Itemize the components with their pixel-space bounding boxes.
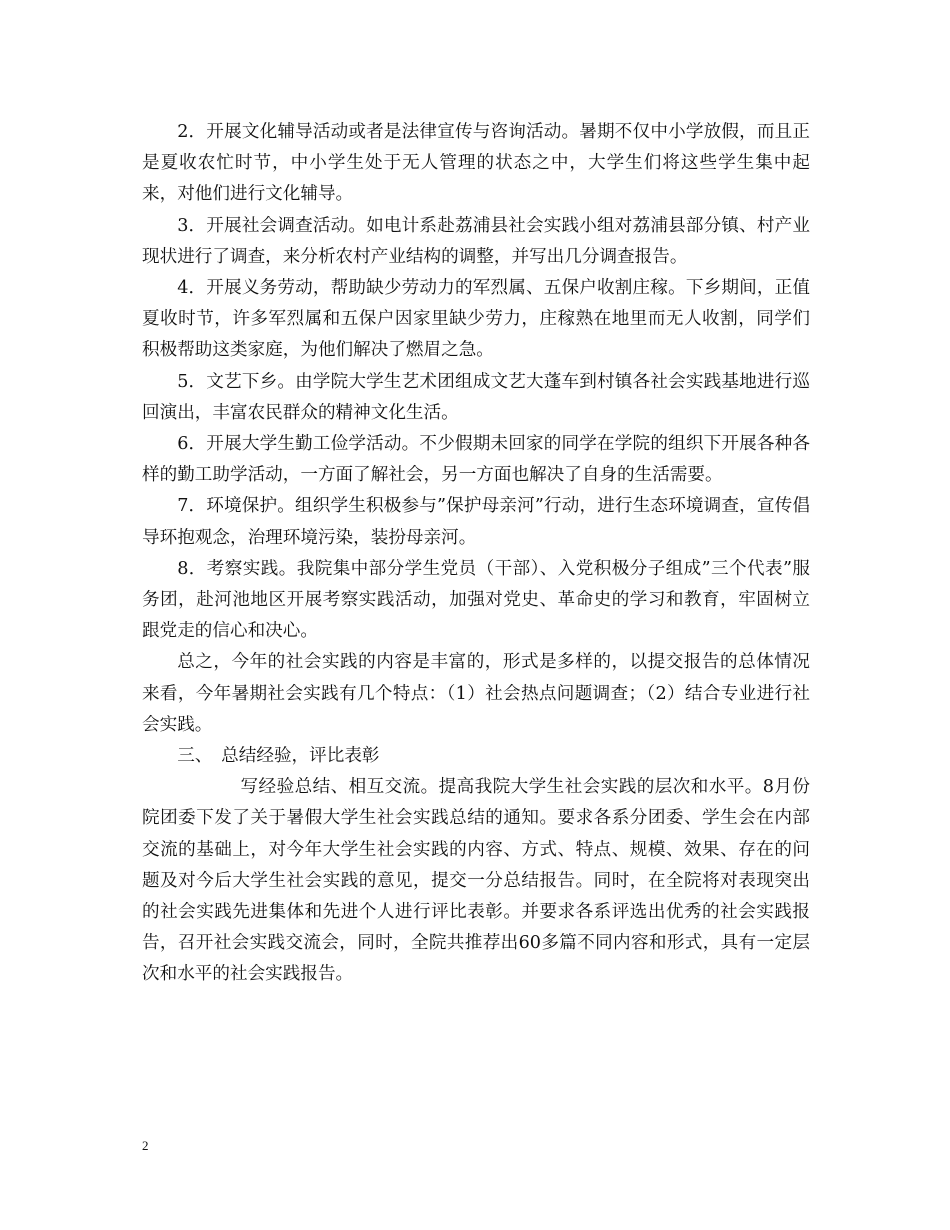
paragraph-item-3: 3．开展社会调查活动。如电计系赴荔浦县社会实践小组对荔浦县部分镇、村产业现状进行了调查，来分析农村产业结构的调整，并写出几分调查报告。	[142, 215, 810, 267]
summary-paragraph: 总之，今年的社会实践的内容是丰富的，形式是多样的，以提交报告的总体情况来看，今年暑期社会实践有几个特点：（1）社会热点问题调查；（2）结合专业进行社会实践。	[142, 652, 810, 735]
paragraph-item-5: 5．文艺下乡。由学院大学生艺术团组成文艺大蓬车到村镇各社会实践基地进行巡回演出，丰富农民群众的精神文化生活。	[142, 371, 810, 423]
document-body	[142, 117, 810, 991]
closing-paragraph: 写经验总结、相互交流。提高我院大学生社会实践的层次和水平。8月份院团委下发了关于暑假大学生社会实践总结的通知。要求各系分团委、学生会在内部交流的基础上，对今年大学生社会实践的内容、方式、特点、规模、效果、存在的问题及对今后大学生社会实践的意见，提交一分总结报告。同时，在全院将对表现突出的社会实践先进集体和先进个人进行评比表彰。并要求各系评选出优秀的社会实践报告，召开社会实践交流会，同时，全院共推荐出60多篇不同内容和形式，具有一定层次和水平的社会实践报告。	[142, 777, 810, 985]
paragraph-item-7: 7．环境保护。组织学生积极参与”保护母亲河”行动，进行生态环境调查，宣传倡导环抱观念，治理环境污染，装扮母亲河。	[142, 496, 810, 548]
page-number: 2	[142, 1138, 149, 1153]
paragraph-item-2: 2．开展文化辅导活动或者是法律宣传与咨询活动。暑期不仅中小学放假，而且正是夏收农忙时节，中小学生处于无人管理的状态之中，大学生们将这些学生集中起来，对他们进行文化辅导。	[142, 122, 810, 205]
paragraph-item-4: 4．开展义务劳动，帮助缺少劳动力的军烈属、五保户收割庄稼。下乡期间，正值夏收时节，许多军烈属和五保户因家里缺少劳力，庄稼熟在地里而无人收割，同学们积极帮助这类家庭，为他们解决了燃眉之急。	[142, 278, 810, 361]
section-heading: 三、 总结经验，评比表彰	[177, 746, 380, 767]
paragraph-item-6: 6．开展大学生勤工俭学活动。不少假期未回家的同学在学院的组织下开展各种各样的勤工助学活动，一方面了解社会，另一方面也解决了自身的生活需要。	[142, 434, 810, 486]
paragraph-item-8: 8．考察实践。我院集中部分学生党员（干部）、入党积极分子组成”三个代表”服务团，赴河池地区开展考察实践活动，加强对党史、革命史的学习和教育，牢固树立跟党走的信心和决心。	[142, 558, 810, 642]
